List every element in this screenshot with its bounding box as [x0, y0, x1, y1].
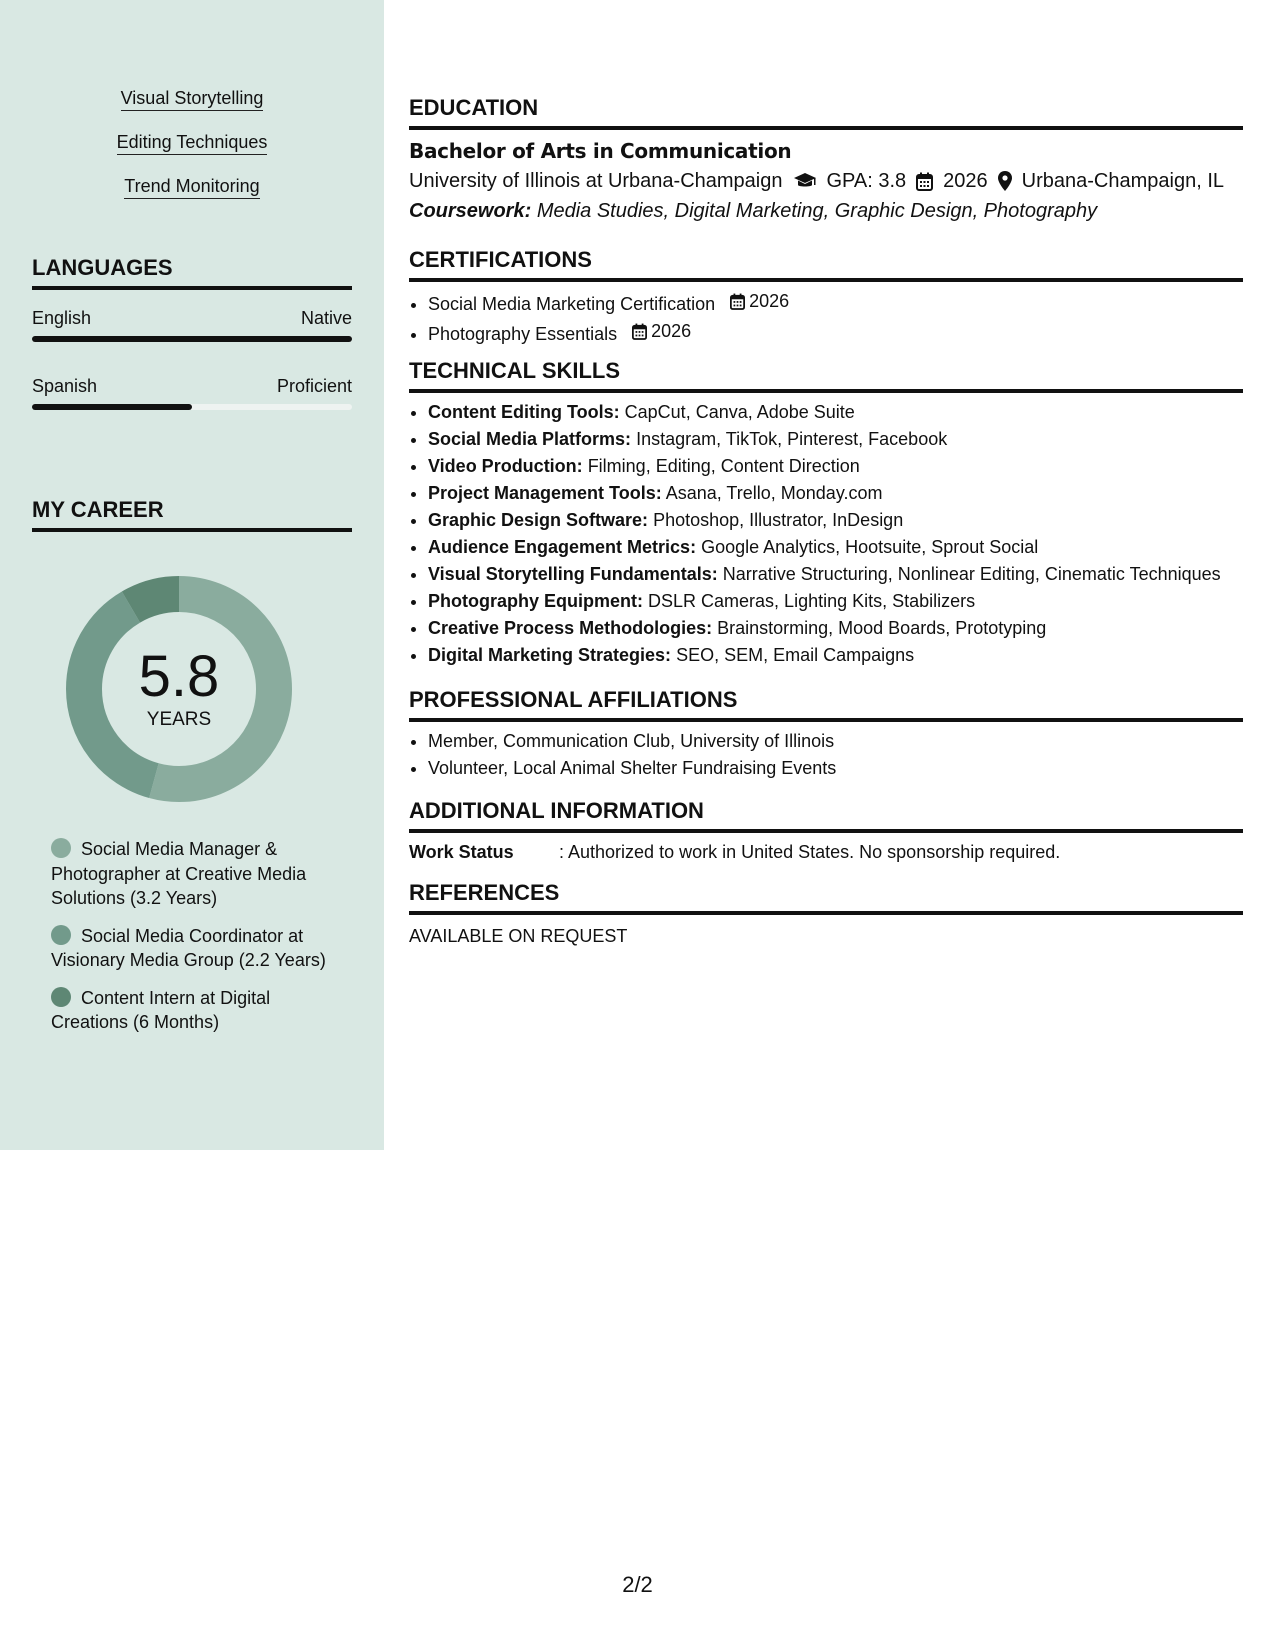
- certifications-heading: CERTIFICATIONS: [409, 246, 1243, 282]
- skill-link-visual-storytelling[interactable]: Visual Storytelling: [121, 86, 264, 111]
- career-list: [51, 837, 331, 1048]
- skill-value: SEO, SEM, Email Campaigns: [676, 645, 915, 665]
- skill-value: Brainstorming, Mood Boards, Prototyping: [717, 618, 1047, 638]
- skill-label: Photography Equipment:: [428, 591, 643, 611]
- references-heading: REFERENCES: [409, 879, 1243, 915]
- skill-value: Asana, Trello, Monday.com: [665, 483, 883, 503]
- references-text: AVAILABLE ON REQUEST: [409, 926, 628, 946]
- affiliations-section: [409, 686, 1243, 782]
- affiliations-heading: PROFESSIONAL AFFILIATIONS: [409, 686, 1243, 722]
- career-item: [51, 837, 331, 911]
- skill-value: DSLR Cameras, Lighting Kits, Stabilizers: [648, 591, 976, 611]
- skill-link-editing-techniques[interactable]: Editing Techniques: [117, 130, 268, 155]
- technical-skills-section: [409, 357, 1243, 669]
- language-name: Spanish: [32, 376, 98, 396]
- education-heading: EDUCATION: [409, 94, 1243, 130]
- skill-value: Photoshop, Illustrator, InDesign: [653, 510, 904, 530]
- location: Urbana-Champaign, IL: [1021, 170, 1225, 192]
- certification-name: Social Media Marketing Certification: [428, 294, 716, 314]
- career-item-label: Content Intern at Digital Creations (6 Months): [51, 987, 271, 1032]
- skill-link-trend-monitoring[interactable]: Trend Monitoring: [124, 174, 259, 199]
- calendar-icon: [730, 293, 745, 310]
- skill-item: [428, 453, 1243, 480]
- career-donut-chart: [66, 576, 292, 802]
- school-name: University of Illinois at Urbana-Champaign: [409, 170, 783, 192]
- career-section: [32, 496, 352, 532]
- certification-year: 2026: [749, 291, 790, 311]
- skill-value: Instagram, TikTok, Pinterest, Facebook: [636, 429, 948, 449]
- skill-item: [428, 507, 1243, 534]
- language-bar: [32, 404, 352, 410]
- skill-label: Graphic Design Software:: [428, 510, 649, 530]
- work-status-value: : Authorized to work in United States. No sponsorship required.: [559, 842, 1061, 862]
- language-bar: [32, 336, 352, 342]
- skill-label: Visual Storytelling Fundamentals:: [428, 564, 718, 584]
- language-bar-fill: [32, 336, 352, 342]
- work-status-label: Work Status: [409, 842, 514, 862]
- language-item: [32, 306, 352, 342]
- coursework-label: Coursework:: [409, 200, 532, 222]
- work-status: [409, 839, 1243, 865]
- certification-name: Photography Essentials: [428, 324, 618, 344]
- skill-links: [0, 86, 384, 218]
- career-total-value: 5.8: [138, 644, 220, 709]
- career-legend-dot: [51, 925, 71, 945]
- language-bar-fill: [32, 404, 192, 410]
- career-item-label: Social Media Manager & Photographer at Creative Media Solutions (3.2 Years): [51, 839, 307, 908]
- skill-item: [428, 534, 1243, 561]
- skill-label: Content Editing Tools:: [428, 402, 620, 422]
- coursework-list: Media Studies, Digital Marketing, Graphic Design, Photography: [536, 200, 1098, 222]
- languages-heading: LANGUAGES: [32, 254, 352, 290]
- affiliations-list: [409, 728, 1243, 782]
- education-details: [409, 166, 1243, 196]
- education-section: [409, 94, 1243, 226]
- skill-label: Creative Process Methodologies:: [428, 618, 713, 638]
- career-legend-dot: [51, 838, 71, 858]
- technical-skills-heading: TECHNICAL SKILLS: [409, 357, 1243, 393]
- degree-title: Bachelor of Arts in Communication: [409, 139, 792, 163]
- coursework: [409, 196, 1243, 226]
- language-name: English: [32, 308, 92, 328]
- languages-section: [32, 254, 352, 410]
- skill-item: [428, 642, 1243, 669]
- skill-value: Google Analytics, Hootsuite, Sprout Social: [701, 537, 1039, 557]
- language-level: Proficient: [276, 376, 352, 396]
- skill-label: Video Production:: [428, 456, 583, 476]
- career-item: [51, 924, 331, 973]
- skill-label: Audience Engagement Metrics:: [428, 537, 697, 557]
- career-legend-dot: [51, 987, 71, 1007]
- career-heading: MY CAREER: [32, 496, 352, 532]
- skill-value: Filming, Editing, Content Direction: [587, 456, 860, 476]
- graduation-year: 2026: [943, 170, 988, 192]
- skill-label: Digital Marketing Strategies:: [428, 645, 672, 665]
- references-section: [409, 879, 1243, 949]
- gpa: GPA: 3.8: [826, 170, 907, 192]
- calendar-icon: [632, 323, 647, 340]
- skill-label: Social Media Platforms:: [428, 429, 632, 449]
- skill-item: [428, 588, 1243, 615]
- additional-info-section: [409, 797, 1243, 865]
- graduation-cap-icon: [793, 172, 817, 190]
- skill-item: [428, 426, 1243, 453]
- language-item: [32, 374, 352, 410]
- certifications-list: [409, 288, 1243, 348]
- language-level: Native: [300, 308, 352, 328]
- affiliation-item: • Member, Communication Club, University of Illinois: [428, 728, 1243, 755]
- donut-center: [66, 576, 292, 802]
- skill-item: [428, 615, 1243, 642]
- additional-info-heading: ADDITIONAL INFORMATION: [409, 797, 1243, 833]
- certification-year: 2026: [651, 321, 692, 341]
- sidebar: [0, 0, 384, 1150]
- calendar-icon: [916, 172, 933, 191]
- technical-skills-list: [409, 399, 1243, 669]
- skill-item: [428, 561, 1243, 588]
- career-item: [51, 986, 331, 1035]
- affiliation-item: • Volunteer, Local Animal Shelter Fundraising Events: [428, 755, 1243, 782]
- page-number: 2/2: [622, 1572, 653, 1597]
- certification-item: [428, 288, 1243, 318]
- skill-value: CapCut, Canva, Adobe Suite: [624, 402, 855, 422]
- skill-value: Narrative Structuring, Nonlinear Editing, Cinematic Techniques: [722, 564, 1221, 584]
- skill-item: [428, 399, 1243, 426]
- location-pin-icon: [998, 171, 1012, 191]
- career-total-unit: YEARS: [146, 709, 212, 730]
- skill-item: [428, 480, 1243, 507]
- certification-item: [428, 318, 1243, 348]
- certifications-section: [409, 246, 1243, 348]
- skill-label: Project Management Tools:: [428, 483, 662, 503]
- career-item-label: Social Media Coordinator at Visionary Media Group (2.2 Years): [51, 925, 326, 970]
